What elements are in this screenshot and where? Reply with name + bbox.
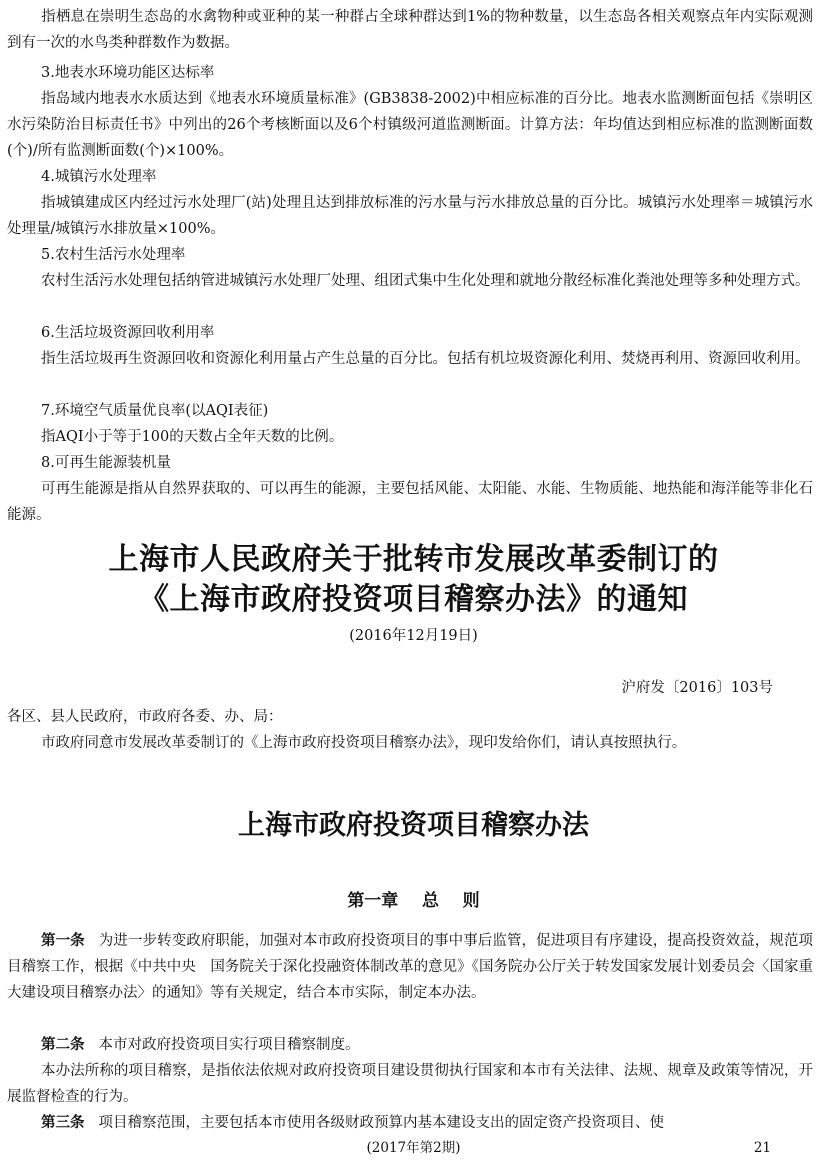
document-number: 沪府发〔2016〕103号 bbox=[621, 680, 773, 696]
notice-title-line-2: 《上海市政府投资项目稽察办法》的通知 bbox=[139, 582, 688, 617]
definition-paragraph-3: 指岛域内地表水水质达到《地表水环境质量标准》(GB3838-2002)中相应标准的百分比。地表水监测断面包括《崇明区水污染防治目标责任书》中列出的26个考核断面以及6个村镇级河道监测断面。计算方法：年均值达到相应标准的监测断面数(个)/所有监测断面数(个)×100%。 bbox=[7, 91, 813, 159]
notice-date: (2016年12月19日) bbox=[349, 628, 478, 644]
article-2-paragraph-2: 本办法所称的项目稽察，是指依法依规对政府投资项目建设贯彻执行国家和本市有关法律、法规、规章及政策等情况，开展监督检查的行为。 bbox=[7, 1063, 813, 1105]
regulation-title: 上海市政府投资项目稽察办法 bbox=[238, 810, 589, 841]
page-number: 21 bbox=[753, 1140, 771, 1156]
definition-paragraph-8: 可再生能源是指从自然界获取的、可以再生的能源，主要包括风能、太阳能、水能、生物质能、地热能和海洋能等非化石能源。 bbox=[7, 481, 813, 523]
definition-paragraph-4: 指城镇建成区内经过污水处理厂(站)处理且达到排放标准的污水量与污水排放总量的百分比。城镇污水处理率＝城镇污水处理量/城镇污水排放量×100%。 bbox=[7, 195, 813, 237]
item-title-5: 5.农村生活污水处理率 bbox=[41, 247, 186, 263]
article-2-label: 第二条 bbox=[41, 1037, 85, 1053]
article-1-text: 为进一步转变政府职能，加强对本市政府投资项目的事中事后监管，促进项目有序建设，提高投资效益，规范项目稽察工作，根据《中共中央 国务院关于深化投融资体制改革的意见》《国务院办公厅关于转发国家发展计划委员会〈国家重大建设项目稽察办法〉的通知》等有关规定，结合本市实际，制定本办法。 bbox=[7, 933, 813, 1001]
item-title-6: 6.生活垃圾资源回收利用率 bbox=[41, 325, 215, 341]
definition-paragraph-7: 指AQI小于等于100的天数占全年天数的比例。 bbox=[41, 429, 344, 445]
definition-paragraph-6: 指生活垃圾再生资源回收和资源化利用量占产生总量的百分比。包括有机垃圾资源化利用、焚烧再利用、资源回收利用。 bbox=[41, 351, 810, 367]
article-3-text: 项目稽察范围，主要包括本市使用各级财政预算内基本建设支出的固定资产投资项目、使 bbox=[98, 1115, 664, 1131]
item-title-7: 7.环境空气质量优良率(以AQI表征) bbox=[41, 403, 269, 419]
chapter-heading: 第一章 总 则 bbox=[347, 891, 480, 911]
notice-title-line-1: 上海市人民政府关于批转市发展改革委制订的 bbox=[108, 542, 719, 577]
article-1-label: 第一条 bbox=[41, 933, 85, 949]
item-title-4: 4.城镇污水处理率 bbox=[41, 169, 157, 185]
issue-label: (2017年第2期) bbox=[366, 1140, 461, 1156]
article-2 bbox=[7, 1032, 813, 1058]
item-title-3: 3.地表水环境功能区达标率 bbox=[41, 65, 215, 81]
article-2-text: 本市对政府投资项目实行项目稽察制度。 bbox=[98, 1037, 360, 1053]
item-title-8: 8.可再生能源装机量 bbox=[41, 455, 171, 471]
definition-paragraph-1 bbox=[7, 4, 813, 56]
definition-paragraph-5: 农村生活污水处理包括纳管进城镇污水处理厂处理、组团式集中生化处理和就地分散经标准化粪池处理等多种处理方式。 bbox=[41, 273, 810, 289]
notice-addressee: 各区、县人民政府，市政府各委、办、局： bbox=[7, 709, 283, 725]
definition-text-1: 指栖息在崇明生态岛的水禽物种或亚种的某一种群占全球种群达到1%的物种数量，以生态岛各相关观察点年内实际观测到有一次的水鸟类种群数作为数据。 bbox=[7, 9, 813, 51]
article-3 bbox=[7, 1110, 813, 1136]
article-3-label: 第三条 bbox=[41, 1115, 85, 1131]
notice-body: 市政府同意市发展改革委制订的《上海市政府投资项目稽察办法》，现印发给你们，请认真按照执行。 bbox=[41, 735, 687, 751]
article-1 bbox=[7, 928, 813, 1006]
